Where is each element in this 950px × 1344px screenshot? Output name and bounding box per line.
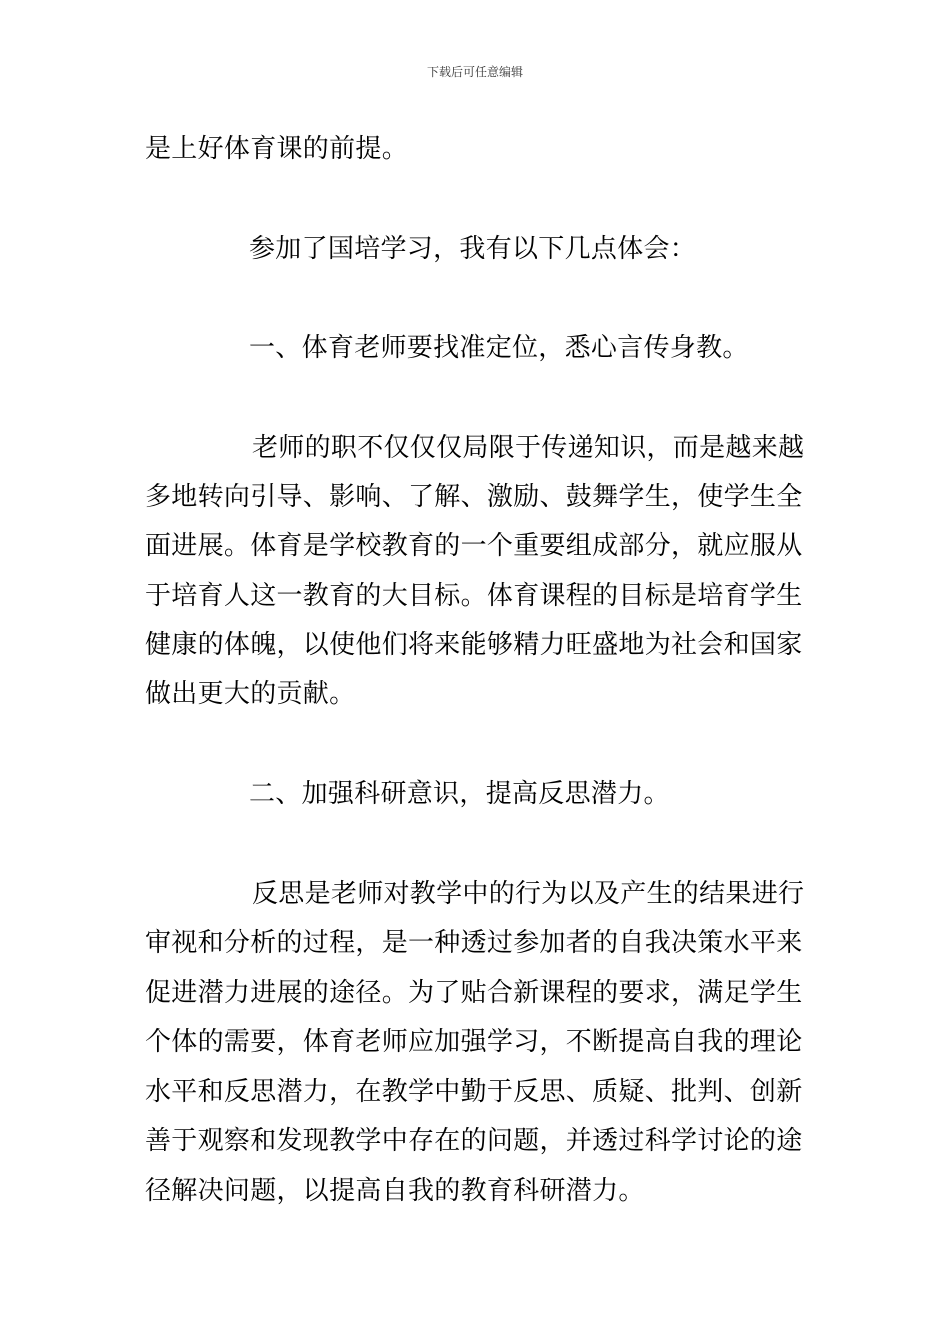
text-line: 参加了国培学习，我有以下几点体会：	[249, 234, 697, 264]
text-line: 多地转向引导、影响、了解、激励、鼓舞学生，使学生全	[145, 482, 803, 512]
section-heading: 一、体育老师要找准定位，悉心言传身教。	[249, 333, 749, 363]
text-line: 于培育人这一教育的大目标。体育课程的目标是培育学生	[145, 581, 803, 611]
text-line: 审视和分析的过程，是一种透过参加者的自我决策水平来	[145, 928, 803, 958]
text-line: 径解决问题，以提高自我的教育科研潜力。	[145, 1176, 645, 1206]
text-line: 促进潜力进展的途径。为了贴合新课程的要求，满足学生	[145, 978, 803, 1008]
text-line: 水平和反思潜力，在教学中勤于反思、质疑、批判、创新	[145, 1077, 803, 1107]
text-line: 面进展。体育是学校教育的一个重要组成部分，就应服从	[145, 531, 803, 561]
section-heading: 二、加强科研意识，提高反思潜力。	[249, 779, 670, 809]
text-line: 健康的体魄，以使他们将来能够精力旺盛地为社会和国家	[145, 630, 803, 660]
text-line: 个体的需要，体育老师应加强学习，不断提高自我的理论	[145, 1027, 803, 1057]
page-header: 下载后可任意编辑	[426, 65, 523, 79]
text-line: 做出更大的贡献。	[145, 679, 356, 709]
text-line: 善于观察和发现教学中存在的问题，并透过科学讨论的途	[145, 1126, 803, 1156]
text-line: 反思是老师对教学中的行为以及产生的结果进行	[252, 879, 805, 909]
text-line: 老师的职不仅仅仅局限于传递知识，而是越来越	[252, 433, 805, 463]
text-line: 是上好体育课的前提。	[145, 134, 409, 164]
